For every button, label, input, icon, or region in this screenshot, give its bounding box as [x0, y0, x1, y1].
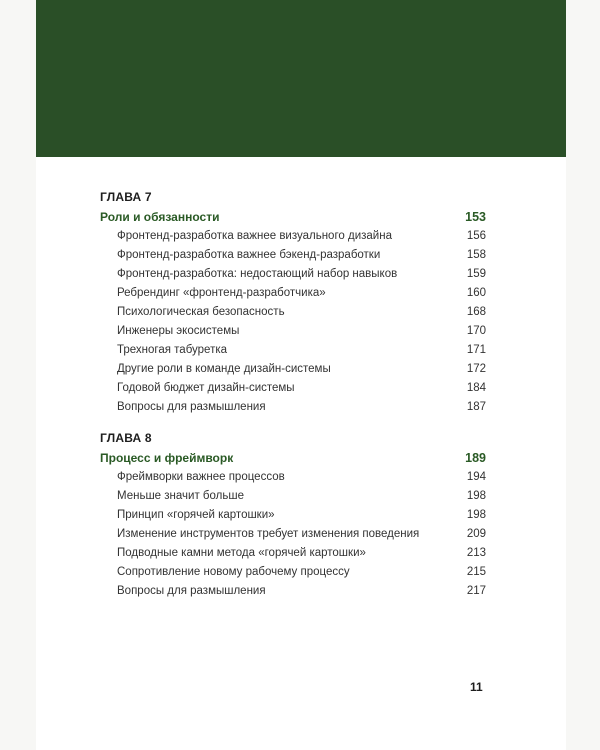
toc-entry-title: Трехногая табуретка: [117, 344, 228, 356]
toc-entry-page: 198: [466, 509, 486, 521]
chapter-title-row[interactable]: [100, 451, 486, 465]
toc-entry[interactable]: [100, 489, 486, 503]
toc-entry[interactable]: [100, 343, 486, 357]
toc-entry-title: Изменение инструментов требует изменения поведения: [117, 528, 420, 540]
toc-entry-page: 160: [466, 287, 486, 299]
toc-entry-title: Вопросы для размышления: [117, 585, 266, 597]
chapter-page-number: 153: [465, 210, 486, 224]
toc-entry-page: 170: [466, 325, 486, 337]
toc-entry-title: Инженеры экосистемы: [117, 325, 240, 337]
toc-entry[interactable]: [100, 324, 486, 338]
toc-entry-title: Фронтенд-разработка: недостающий набор навыков: [117, 268, 398, 280]
toc-entry-title: Сопротивление новому рабочему процессу: [117, 566, 350, 578]
page-number: 11: [470, 680, 483, 694]
toc-entry-page: 158: [466, 249, 486, 261]
chapter-7: [100, 190, 486, 414]
toc-entry[interactable]: [100, 565, 486, 579]
toc-entry[interactable]: [100, 229, 486, 243]
toc-entry[interactable]: [100, 584, 486, 598]
toc-entry-title: Вопросы для размышления: [117, 401, 266, 413]
chapter-page-number: 189: [465, 451, 486, 465]
toc-entry-page: 217: [466, 585, 486, 597]
toc-entry-title: Меньше значит больше: [117, 490, 244, 502]
table-of-contents: [100, 190, 486, 615]
toc-entry-page: 184: [466, 382, 486, 394]
toc-entry[interactable]: [100, 470, 486, 484]
toc-entry[interactable]: [100, 527, 486, 541]
toc-entry[interactable]: [100, 546, 486, 560]
toc-entry-page: 168: [466, 306, 486, 318]
toc-entry[interactable]: [100, 286, 486, 300]
toc-entry[interactable]: [100, 305, 486, 319]
toc-entry-page: 209: [466, 528, 486, 540]
toc-entry-title: Фреймворки важнее процессов: [117, 471, 285, 483]
book-page: [36, 0, 566, 750]
chapter-label: ГЛАВА 7: [100, 190, 152, 204]
toc-entry-title: Подводные камни метода «горячей картошки»: [117, 547, 366, 559]
toc-entry-page: 213: [466, 547, 486, 559]
chapter-8: [100, 431, 486, 598]
toc-entry-page: 187: [466, 401, 486, 413]
toc-entry-title: Ребрендинг «фронтенд-разработчика»: [117, 287, 326, 299]
toc-entry-page: 171: [466, 344, 486, 356]
toc-entry[interactable]: [100, 267, 486, 281]
toc-entry-page: 215: [466, 566, 486, 578]
toc-entry-title: Психологическая безопасность: [117, 306, 285, 318]
chapter-title: Процесс и фреймворк: [100, 451, 234, 465]
toc-entry[interactable]: [100, 248, 486, 262]
toc-entry-title: Принцип «горячей картошки»: [117, 509, 275, 521]
toc-entry-page: 159: [466, 268, 486, 280]
toc-entry-page: 194: [466, 471, 486, 483]
toc-entry-title: Годовой бюджет дизайн-системы: [117, 382, 295, 394]
chapter-title: Роли и обязанности: [100, 210, 220, 224]
toc-entry-page: 156: [466, 230, 486, 242]
toc-entry-title: Фронтенд-разработка важнее бэкенд-разработки: [117, 249, 381, 261]
toc-entry-title: Другие роли в команде дизайн-системы: [117, 363, 331, 375]
toc-entry-title: Фронтенд-разработка важнее визуального дизайна: [117, 230, 392, 242]
toc-entry-page: 172: [466, 363, 486, 375]
chapter-label: ГЛАВА 8: [100, 431, 152, 445]
toc-entry[interactable]: [100, 508, 486, 522]
header-banner: [36, 0, 566, 157]
toc-entry[interactable]: [100, 362, 486, 376]
chapter-title-row[interactable]: [100, 210, 486, 224]
toc-entry[interactable]: [100, 381, 486, 395]
toc-entry[interactable]: [100, 400, 486, 414]
toc-entry-page: 198: [466, 490, 486, 502]
